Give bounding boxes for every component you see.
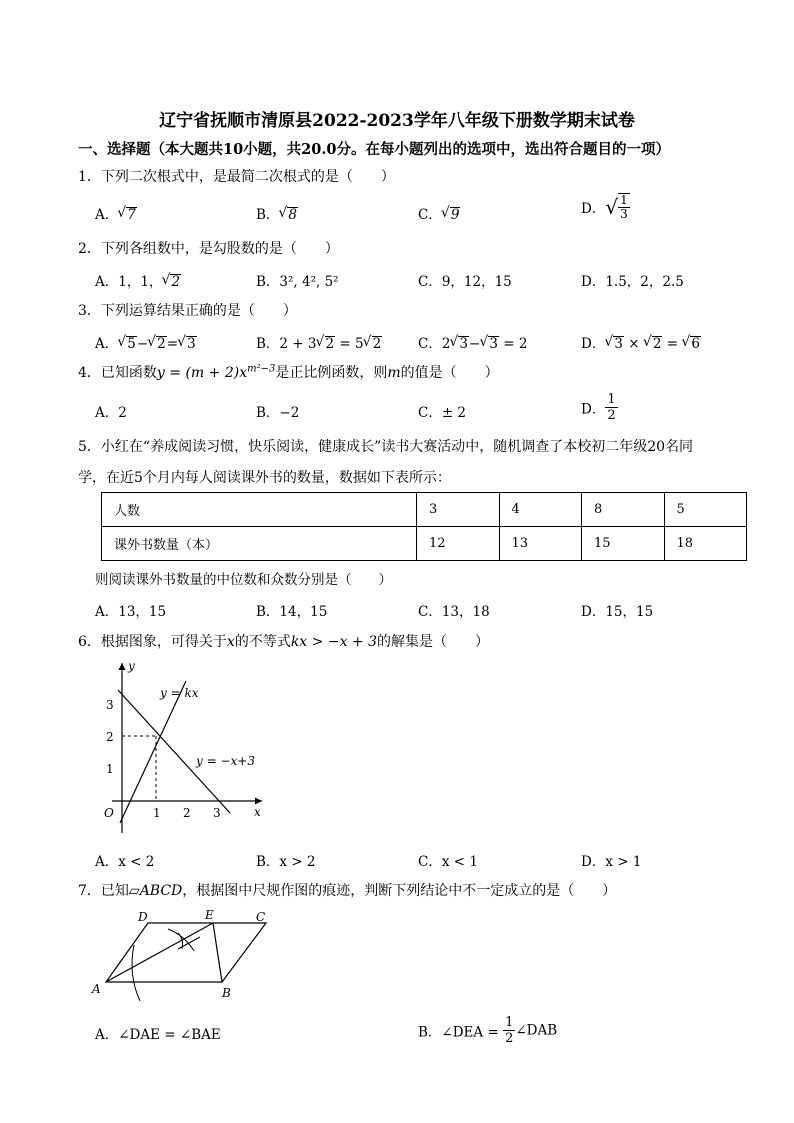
q7-stem-end: ，根据图中尺规作图的痕迹，判断下列结论中不一定成立的是（ ） xyxy=(182,883,617,899)
question-3-stem: 3．下列运算结果正确的是（ ） xyxy=(78,303,297,319)
q4-option-a: A．2 xyxy=(95,405,127,421)
table-row xyxy=(102,493,747,527)
parallelogram-abcd xyxy=(106,923,266,982)
q4-d-denominator: 2 xyxy=(607,408,616,423)
table-cell: 4 xyxy=(499,493,582,527)
vertex-d-label: D xyxy=(138,910,148,924)
q6-graph xyxy=(90,655,280,840)
question-1-stem: 1．下列二次根式中，是最简二次根式的是（ ） xyxy=(78,169,395,185)
page-title: 辽宁省抚顺市清原县2022-2023学年八年级下册数学期末试卷 xyxy=(159,111,635,131)
question-7-stem xyxy=(78,880,616,900)
q4-option-b: B．−2 xyxy=(256,405,300,421)
q4-stem-end: 的值是（ ） xyxy=(400,365,499,381)
question-5-stem-line1: 5．小红在“养成阅读习惯，快乐阅读，健康成长”读书大赛活动中，随机调查了本校初二年级20名同 xyxy=(78,439,694,455)
q3-c-radicand-2: 3 xyxy=(489,336,498,352)
q3-a-radicand-3: 3 xyxy=(187,336,196,352)
q7-option-a: A．∠DAE = ∠BAE xyxy=(95,1027,221,1043)
q3-option-c xyxy=(418,332,527,352)
question-4-stem xyxy=(78,362,499,382)
q3-d-operator: × xyxy=(623,336,644,352)
q2-option-c: C．9，12，15 xyxy=(418,274,512,290)
q6-stem-end: 的解集是（ ） xyxy=(377,634,490,650)
vertex-c-label: C xyxy=(256,910,266,924)
q4-function: y = (m + 2)x xyxy=(156,365,248,381)
segment-ae xyxy=(106,923,213,982)
q7-option-b xyxy=(418,1015,557,1046)
q1-c-label: C． xyxy=(418,207,442,223)
section-heading: 一、选择题（本大题共10小题，共20.0分。在每小题列出的选项中，选出符合题目的一项） xyxy=(78,141,670,158)
q5-question: 则阅读课外书数量的中位数和众数分别是（ ） xyxy=(95,572,392,588)
q5-option-b: B．14，15 xyxy=(256,604,328,620)
q5-option-a: A．13，15 xyxy=(95,604,167,620)
q4-d-label: D． xyxy=(581,401,606,418)
line-neg-x-label: y = −x+3 xyxy=(196,754,255,768)
x-axis-label: x xyxy=(254,805,261,819)
q7-b-numerator: 1 xyxy=(505,1015,514,1030)
q6-option-b: B．x > 2 xyxy=(256,854,316,870)
q2-option-a xyxy=(95,270,181,290)
table-cell: 人数 xyxy=(102,493,417,527)
line-y-neg-x-plus-3 xyxy=(118,690,230,813)
q1-d-denominator: 3 xyxy=(620,207,628,221)
q1-b-label: B． xyxy=(256,207,280,223)
q7-b-text-start: B．∠DEA = xyxy=(418,1024,504,1041)
q3-option-d xyxy=(581,332,701,352)
table-row xyxy=(102,527,747,561)
y-tick-label: 1 xyxy=(106,762,114,776)
q4-variable-m: m xyxy=(387,365,401,381)
question-5-stem-line2: 学，在近5个月内每人阅读课外书的数量，数据如下表所示： xyxy=(78,470,451,486)
table-cell: 课外书数量（本） xyxy=(102,527,417,561)
q3-b-radicand-2: 2 xyxy=(372,336,382,352)
construction-arc-large xyxy=(132,945,140,1001)
vertex-a-label: A xyxy=(92,982,101,996)
table-cell: 18 xyxy=(664,527,747,561)
q1-option-a xyxy=(95,203,137,223)
q1-d-label: D． xyxy=(581,201,606,217)
question-6-stem xyxy=(78,631,489,651)
segment-eb xyxy=(213,923,222,982)
q1-d-numerator: 1 xyxy=(620,193,628,207)
q4-exponent: m²−3 xyxy=(247,363,276,375)
q3-d-radicand-3: 6 xyxy=(691,336,700,352)
q1-option-b xyxy=(256,203,298,223)
q6-option-c: C．x < 1 xyxy=(418,854,478,870)
table-cell: 12 xyxy=(417,527,500,561)
q3-d-radicand-1: 3 xyxy=(614,336,623,352)
q1-a-radicand: 7 xyxy=(127,207,136,223)
y-tick-label: 2 xyxy=(106,730,114,744)
q1-b-radicand: 8 xyxy=(288,207,298,223)
q3-c-operator: − xyxy=(469,336,481,352)
q6-option-d: D．x > 1 xyxy=(581,854,642,870)
q5-data-table xyxy=(101,492,747,561)
table-cell: 8 xyxy=(582,493,665,527)
q7-parallelogram-name: ABCD xyxy=(139,883,183,899)
q6-inequality: kx > −x + 3 xyxy=(290,634,378,650)
q7-stem-start: 7．已知▱ xyxy=(78,883,140,899)
q3-a-equals: = xyxy=(166,336,179,352)
q2-option-d: D．1.5，2，2.5 xyxy=(581,274,684,290)
q4-option-d xyxy=(581,392,618,423)
q7-figure xyxy=(88,905,278,1005)
q6-stem-middle: 的不等式 xyxy=(234,634,291,650)
q3-d-equals: = xyxy=(662,336,683,352)
q3-option-b xyxy=(256,332,382,352)
q3-a-radicand-1: 5 xyxy=(127,336,136,352)
q3-c-radicand-1: 3 xyxy=(459,336,469,352)
y-axis-label: y xyxy=(128,659,135,673)
q3-a-label: A． xyxy=(95,336,119,352)
q5-option-d: D．15，15 xyxy=(581,604,654,620)
point-e-label: E xyxy=(205,908,214,922)
origin-label: O xyxy=(104,806,114,820)
table-cell: 5 xyxy=(664,493,747,527)
line-kx-label: y = kx xyxy=(160,686,199,700)
q6-option-a: A．x < 2 xyxy=(95,854,155,870)
q3-b-equals: = 5 xyxy=(335,336,364,352)
q4-stem-middle: 是正比例函数，则 xyxy=(275,365,388,381)
q7-b-denominator: 2 xyxy=(505,1031,514,1046)
x-tick-label: 1 xyxy=(153,806,161,820)
q4-stem-start: 4．已知函数 xyxy=(78,365,157,381)
q3-d-label: D． xyxy=(581,336,606,352)
q3-a-radicand-2: 2 xyxy=(157,336,166,352)
q2-a-text: A．1，1， xyxy=(95,274,163,290)
q4-d-numerator: 1 xyxy=(607,392,616,407)
q1-a-label: A． xyxy=(95,207,119,223)
q1-option-c xyxy=(418,203,460,223)
q6-stem-start: 6．根据图象，可得关于 xyxy=(78,634,227,650)
q3-c-equals: = 2 xyxy=(498,336,528,352)
q1-c-radicand: 9 xyxy=(450,207,460,223)
q1-option-d: D．√ $\frac{1}{3}$ xyxy=(581,193,628,221)
q5-option-c: C．13，18 xyxy=(418,604,490,620)
q3-b-radicand-1: 2 xyxy=(325,336,335,352)
q3-option-a xyxy=(95,332,197,352)
vertex-b-label: B xyxy=(222,986,231,1000)
q4-option-c: C．± 2 xyxy=(418,405,467,421)
table-cell: 13 xyxy=(499,527,582,561)
q3-c-text: C．2 xyxy=(418,336,451,352)
q3-d-radicand-2: 2 xyxy=(652,336,662,352)
q6-variable-x: x xyxy=(226,634,235,650)
table-cell: 3 xyxy=(417,493,500,527)
q3-b-text: B．2 + 3 xyxy=(256,336,317,352)
q7-b-text-end: ∠DAB xyxy=(515,1022,558,1039)
y-tick-label: 3 xyxy=(106,698,114,712)
question-2-stem: 2．下列各组数中，是勾股数的是（ ） xyxy=(78,241,339,257)
table-cell: 15 xyxy=(582,527,665,561)
q2-option-b: B．3², 4², 5² xyxy=(256,274,339,290)
q3-a-operator: − xyxy=(136,336,149,352)
x-tick-label: 2 xyxy=(183,806,191,820)
q2-a-radicand: 2 xyxy=(171,274,181,290)
x-tick-label: 3 xyxy=(213,806,221,820)
